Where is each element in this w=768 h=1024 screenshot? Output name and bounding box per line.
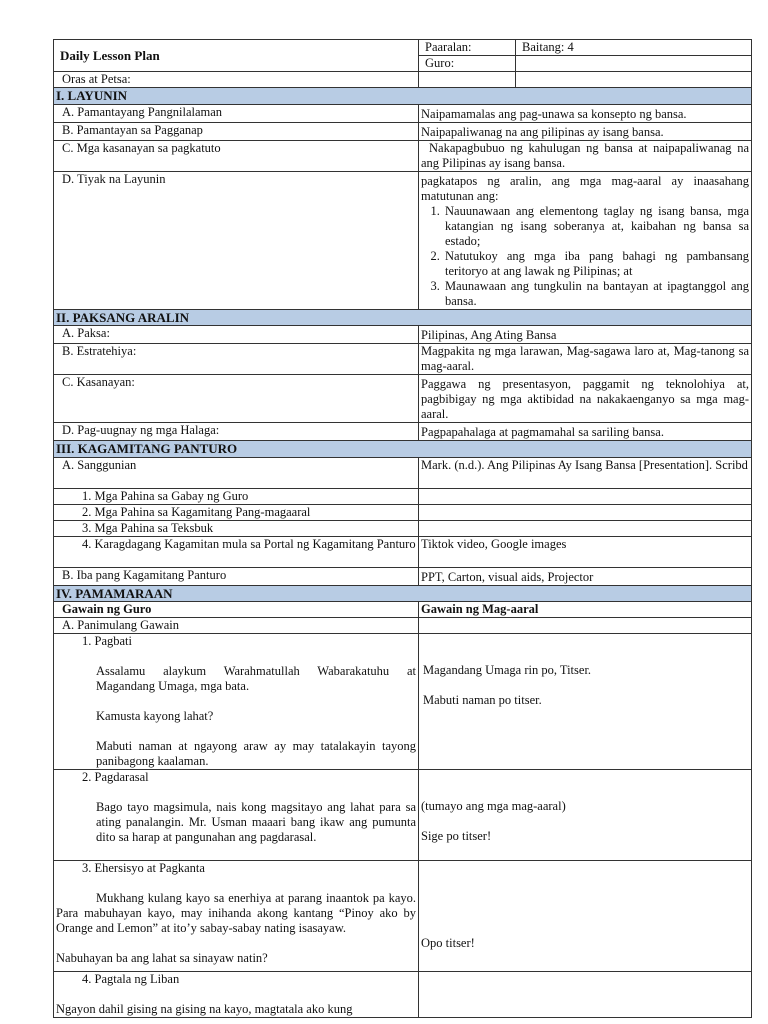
pagbati-magaaral-cell (419, 634, 752, 770)
tiyak-na-layunin-intro: pagkatapos ng aralin, ang mga mag-aaral ay inaasahang matutunan ang: (421, 173, 749, 203)
iba-pang-kagamitan-value: PPT, Carton, visual aids, Projector (419, 567, 752, 585)
section-paksang-aralin: II. PAKSANG ARALIN (54, 309, 752, 326)
kasanayan-sa-pagkatuto-value: Nakapagbubuo ng kahulugan ng bansa at naipapaliwanag na ang Pilipinas ay isang bansa. (419, 140, 752, 171)
kagamitang-pang-magaaral-label: 2. Mga Pahina sa Kagamitang Pang-magaaral (54, 504, 419, 520)
pagbati-guro-line-3: Mabuti naman at ngayong araw ay may tatalakayin tayong panibagong kaalaman. (96, 739, 416, 769)
tiyak-na-layunin-label: D. Tiyak na Layunin (54, 171, 419, 309)
teksbuk-label: 3. Mga Pahina sa Teksbuk (54, 520, 419, 536)
objectives-list (421, 204, 749, 309)
pag-uugnay-label: D. Pag-uugnay ng mga Halaga: (54, 423, 419, 441)
pamantayan-sa-pagganap-label: B. Pamantayan sa Pagganap (54, 122, 419, 140)
tiyak-na-layunin-value (419, 171, 752, 309)
pagdarasal-label: 2. Pagdarasal (82, 770, 149, 785)
pamantayang-pangnilalaman-label: A. Pamantayang Pangnilalaman (54, 104, 419, 122)
pagbati-guro-line-1: Assalamu alaykum Warahmatullah Wabarakatuhu at Magandang Umaga, mga bata. (96, 664, 416, 694)
liban-guro-cell (54, 972, 419, 1018)
kasanayan-sa-pagkatuto-label: C. Mga kasanayan sa pagkatuto (54, 140, 419, 171)
portal-kagamitan-value: Tiktok video, Google images (419, 536, 752, 567)
liban-guro-line-1: Ngayon dahil gising na gising na kayo, magtatala ako kung (56, 1002, 353, 1017)
guro-value (516, 56, 752, 72)
paksa-label: A. Paksa: (54, 326, 419, 344)
gabay-ng-guro-label: 1. Mga Pahina sa Gabay ng Guro (54, 488, 419, 504)
ehersisyo-guro-cell (54, 861, 419, 972)
ehersisyo-guro-line-2: Nabuhayan ba ang lahat sa sinayaw natin? (56, 951, 268, 966)
oras-petsa-label: Oras at Petsa: (54, 72, 419, 88)
document-title: Daily Lesson Plan (54, 40, 419, 72)
guro-label: Guro: (419, 56, 516, 72)
pagdarasal-guro-cell (54, 770, 419, 861)
iba-pang-kagamitan-label: B. Iba pang Kagamitang Panturo (54, 567, 419, 585)
ehersisyo-guro-line-1: Mukhang kulang kayo sa enerhiya at parang inaantok pa kayo. Para mabuhayan kayo, may inihanda akong kantang “Pinoy ako by Orange and Lemon” at ito’y sabay-sabay nating isasayaw. (56, 891, 416, 936)
pamantayang-pangnilalaman-value: Naipamamalas ang pag-unawa sa konsepto ng bansa. (419, 104, 752, 122)
oras-petsa-value-2 (516, 72, 752, 88)
pagdarasal-magaaral-cell (419, 770, 752, 861)
ehersisyo-magaaral-cell (419, 861, 752, 972)
estratehiya-value: Magpakita ng mga larawan, Mag-sagawa laro at, Mag-tanong sa mag-aaral. (419, 344, 752, 375)
section-pamamaraan: IV. PAMAMARAAN (54, 585, 752, 602)
lesson-plan-table (53, 39, 752, 1018)
kasanayan-label: C. Kasanayan: (54, 375, 419, 423)
gawain-ng-magaaral-header: Gawain ng Mag-aaral (419, 602, 752, 618)
pagbati-label: 1. Pagbati (82, 634, 132, 649)
section-layunin: I. LAYUNIN (54, 88, 752, 105)
teksbuk-value (419, 520, 752, 536)
gabay-ng-guro-value (419, 488, 752, 504)
liban-magaaral-cell (419, 972, 752, 1018)
sanggunian-value: Mark. (n.d.). Ang Pilipinas Ay Isang Bansa [Presentation]. Scribd (419, 457, 752, 488)
oras-petsa-value-1 (419, 72, 516, 88)
pagdarasal-magaaral-line-1: (tumayo ang mga mag-aaral) (421, 799, 566, 814)
pag-uugnay-value: Pagpapahalaga at pagmamahal sa sariling bansa. (419, 423, 752, 441)
pagbati-guro-cell (54, 634, 419, 770)
gawain-ng-guro-header: Gawain ng Guro (54, 602, 419, 618)
pamantayan-sa-pagganap-value: Naipapaliwanag na ang pilipinas ay isang bansa. (419, 122, 752, 140)
objective-item: 3. Maunawaan ang tungkulin na bantayan at ipagtanggol ang bansa. (443, 279, 749, 309)
paaralan-label: Paaralan: (419, 40, 516, 56)
pagbati-magaaral-line-2: Mabuti naman po titser. (423, 693, 542, 708)
ehersisyo-magaaral-line-1: Opo titser! (421, 936, 475, 951)
pagbati-magaaral-line-1: Magandang Umaga rin po, Titser. (423, 663, 592, 678)
paksa-value: Pilipinas, Ang Ating Bansa (419, 326, 752, 344)
estratehiya-label: B. Estratehiya: (54, 344, 419, 375)
liban-label: 4. Pagtala ng Liban (82, 972, 180, 987)
pagbati-guro-line-2: Kamusta kayong lahat? (96, 709, 214, 724)
kasanayan-value: Paggawa ng presentasyon, paggamit ng teknolohiya at, pagbibigay ng mga aktibidad na nakakaenganyo sa mga mag-aaral. (419, 375, 752, 423)
panimulang-gawain-value (419, 618, 752, 634)
panimulang-gawain-label: A. Panimulang Gawain (54, 618, 419, 634)
portal-kagamitan-label: 4. Karagdagang Kagamitan mula sa Portal ng Kagamitang Panturo (54, 536, 419, 567)
pagdarasal-guro-line-1: Bago tayo magsimula, nais kong magsitayo ang lahat para sa ating panalangin. Mr. Usman maaari bang ikaw ang pumunta dito sa harap at pangunahan ang pagdarasal. (96, 800, 416, 845)
ehersisyo-label: 3. Ehersisyo at Pagkanta (82, 861, 205, 876)
sanggunian-label: A. Sanggunian (54, 457, 419, 488)
objective-item: 1. Nauunawaan ang elementong taglay ng isang bansa, mga katangian ng isang soberanya at, kaibahan ng bansa sa estado; (443, 204, 749, 249)
pagdarasal-magaaral-line-2: Sige po titser! (421, 829, 492, 844)
baitang-label: Baitang: 4 (516, 40, 752, 56)
objective-item: 2. Natutukoy ang mga iba pang bahagi ng pambansang teritoryo at ang lawak ng Pilipinas; at (443, 249, 749, 279)
kagamitang-pang-magaaral-value (419, 504, 752, 520)
section-kagamitang-panturo: III. KAGAMITANG PANTURO (54, 441, 752, 458)
